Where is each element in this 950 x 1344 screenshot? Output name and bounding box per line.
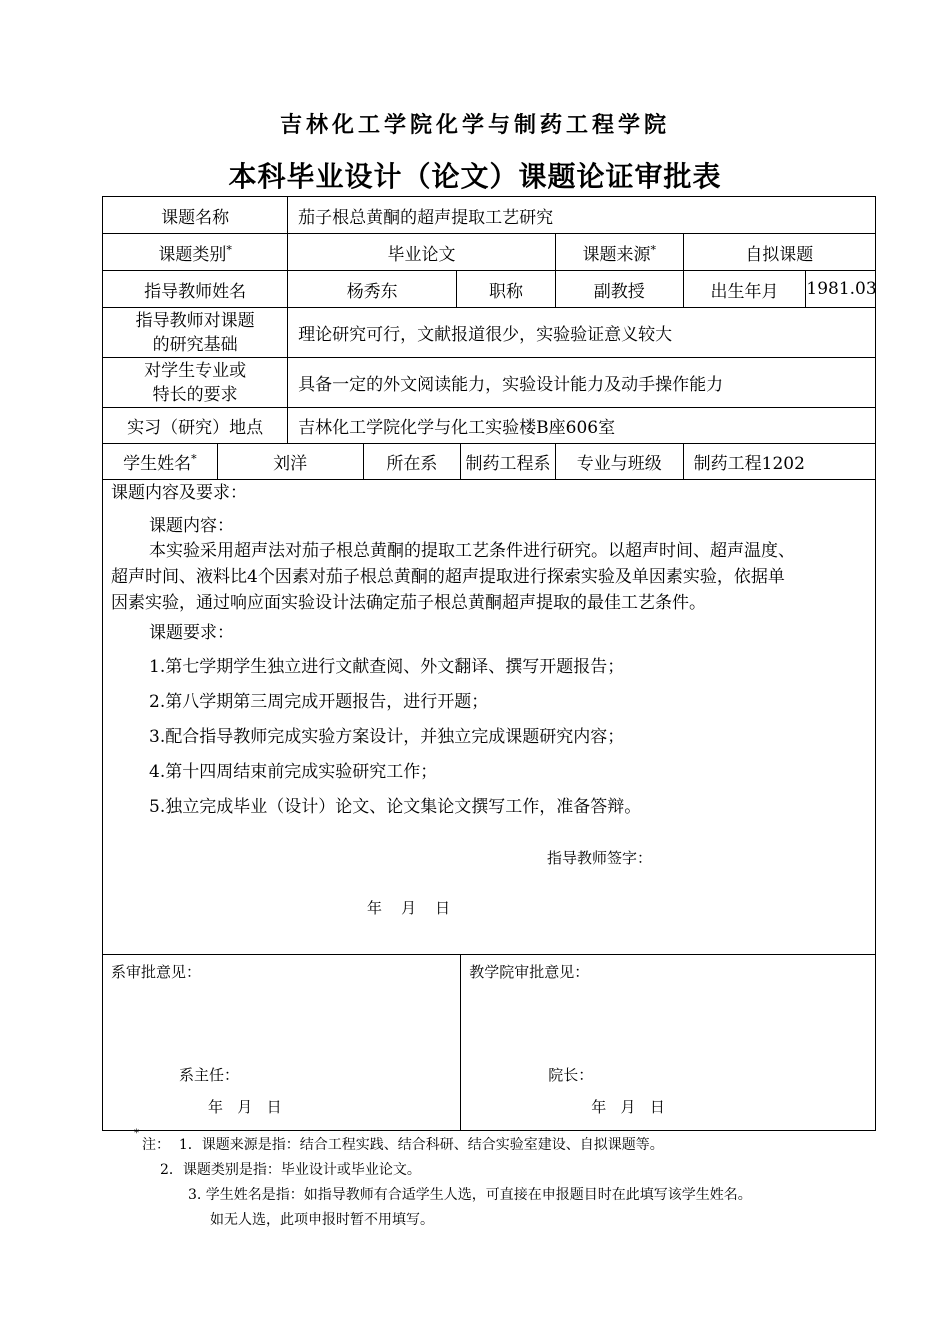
footnote-line3: 3. 学生姓名是指：如指导教师有合适学生人选，可直接在申报题目时在此填写该学生姓名。 — [188, 1187, 752, 1203]
row-content — [103, 480, 876, 955]
footnote-star: * — [134, 1128, 139, 1139]
content-heading: 课题内容及要求： — [111, 483, 247, 503]
footnote-line2: 2．课题类别是指：毕业设计或毕业论文。 — [160, 1162, 421, 1178]
topic-name-label: 课题名称 — [103, 197, 288, 234]
row-location — [103, 408, 876, 444]
advisor-name-value: 杨秀东 — [288, 271, 457, 308]
row-approval — [103, 955, 876, 1131]
form-title: 本科毕业设计（论文）课题论证审批表 — [228, 160, 722, 193]
footnote-line4: 如无人选，此项申报时暂不用填写。 — [210, 1212, 434, 1228]
student-name-label-cell — [103, 444, 218, 480]
basis-value: 理论研究可行，文献报道很少，实验验证意义较大 — [288, 308, 876, 358]
birth-label: 出生年月 — [683, 271, 806, 308]
basis-label-line2: 的研究基础 — [152, 334, 238, 355]
topic-type-label: 课题类别 — [158, 244, 227, 265]
requirements-value: 具备一定的外文阅读能力，实验设计能力及动手操作能力 — [288, 358, 876, 408]
dept-opinion-label: 系审批意见： — [111, 963, 202, 981]
content-cell — [103, 480, 876, 955]
college-date: 年 月 日 — [591, 1098, 665, 1116]
topic-source-label: 课题来源 — [582, 244, 651, 265]
topic-source-label-cell — [555, 234, 683, 271]
row-advisor — [103, 271, 876, 308]
asterisk: * — [650, 242, 656, 256]
content-paragraph-line3: 因素实验，通过响应面实验设计法确定茄子根总黄酮超声提取的最佳工艺条件。 — [111, 593, 706, 613]
approval-form-table — [102, 196, 876, 1131]
basis-label-line1: 指导教师对课题 — [135, 310, 255, 331]
student-name-value: 刘洋 — [217, 444, 363, 480]
school-name: 吉林化工学院化学与制药工程学院 — [279, 112, 670, 138]
requirement-item: 5.独立完成毕业（设计）论文、论文集论文撰写工作，准备答辩。 — [149, 797, 642, 817]
basis-label — [103, 308, 288, 358]
advisor-signature: 指导教师签字： — [547, 849, 653, 867]
content-paragraph-line1: 本实验采用超声法对茄子根总黄酮的提取工艺条件进行研究。以超声时间、超声温度、 — [149, 541, 795, 561]
location-label: 实习（研究）地点 — [103, 408, 288, 444]
content-subheading: 课题内容： — [149, 516, 234, 536]
topic-source-value: 自拟课题 — [683, 234, 875, 271]
footnote-line1: 注： 1．课题来源是指：结合工程实践、结合科研、结合实验室建设、自拟课题等。 — [142, 1137, 664, 1153]
student-name-label: 学生姓名 — [123, 454, 192, 474]
requirements-label — [103, 358, 288, 408]
row-research-basis — [103, 308, 876, 358]
requirements-subheading: 课题要求： — [149, 623, 234, 643]
dept-value: 制药工程系 — [461, 444, 556, 480]
requirement-item: 1.第七学期学生独立进行文献查阅、外文翻译、撰写开题报告； — [149, 657, 625, 677]
requirements-label-line1: 对学生专业或 — [144, 360, 247, 381]
title-label: 职称 — [457, 271, 556, 308]
topic-type-value: 毕业论文 — [288, 234, 556, 271]
advisor-date: 年 月 日 — [367, 899, 451, 917]
advisor-name-label: 指导教师姓名 — [103, 271, 288, 308]
row-topic-type — [103, 234, 876, 271]
row-student — [103, 444, 876, 480]
dean-label: 院长： — [548, 1066, 594, 1084]
dept-head-label: 系主任： — [179, 1066, 240, 1084]
content-paragraph-line2: 超声时间、液料比4个因素对茄子根总黄酮的超声提取进行探索实验及单因素实验，依据单 — [111, 567, 785, 587]
row-topic-name — [103, 197, 876, 234]
dept-label: 所在系 — [363, 444, 461, 480]
asterisk: * — [226, 242, 232, 256]
birth-value: 1981.03 — [806, 271, 876, 308]
requirements-label-line2: 特长的要求 — [152, 384, 238, 405]
topic-name-value: 茄子根总黄酮的超声提取工艺研究 — [288, 197, 876, 234]
dept-approval-cell — [103, 955, 461, 1131]
requirement-item: 2.第八学期第三周完成开题报告，进行开题； — [149, 692, 489, 712]
requirement-item: 4.第十四周结束前完成实验研究工作； — [149, 762, 438, 782]
requirement-item: 3.配合指导教师完成实验方案设计，并独立完成课题研究内容； — [149, 727, 625, 747]
title-value: 副教授 — [555, 271, 683, 308]
class-value: 制药工程1202 — [683, 444, 875, 480]
row-student-requirements — [103, 358, 876, 408]
college-approval-cell — [461, 955, 876, 1131]
location-value: 吉林化工学院化学与化工实验楼B座606室 — [288, 408, 876, 444]
college-opinion-label: 教学院审批意见： — [469, 963, 590, 981]
topic-type-label-cell — [103, 234, 288, 271]
class-label: 专业与班级 — [555, 444, 683, 480]
asterisk: * — [191, 452, 197, 466]
dept-date: 年 月 日 — [208, 1098, 282, 1116]
